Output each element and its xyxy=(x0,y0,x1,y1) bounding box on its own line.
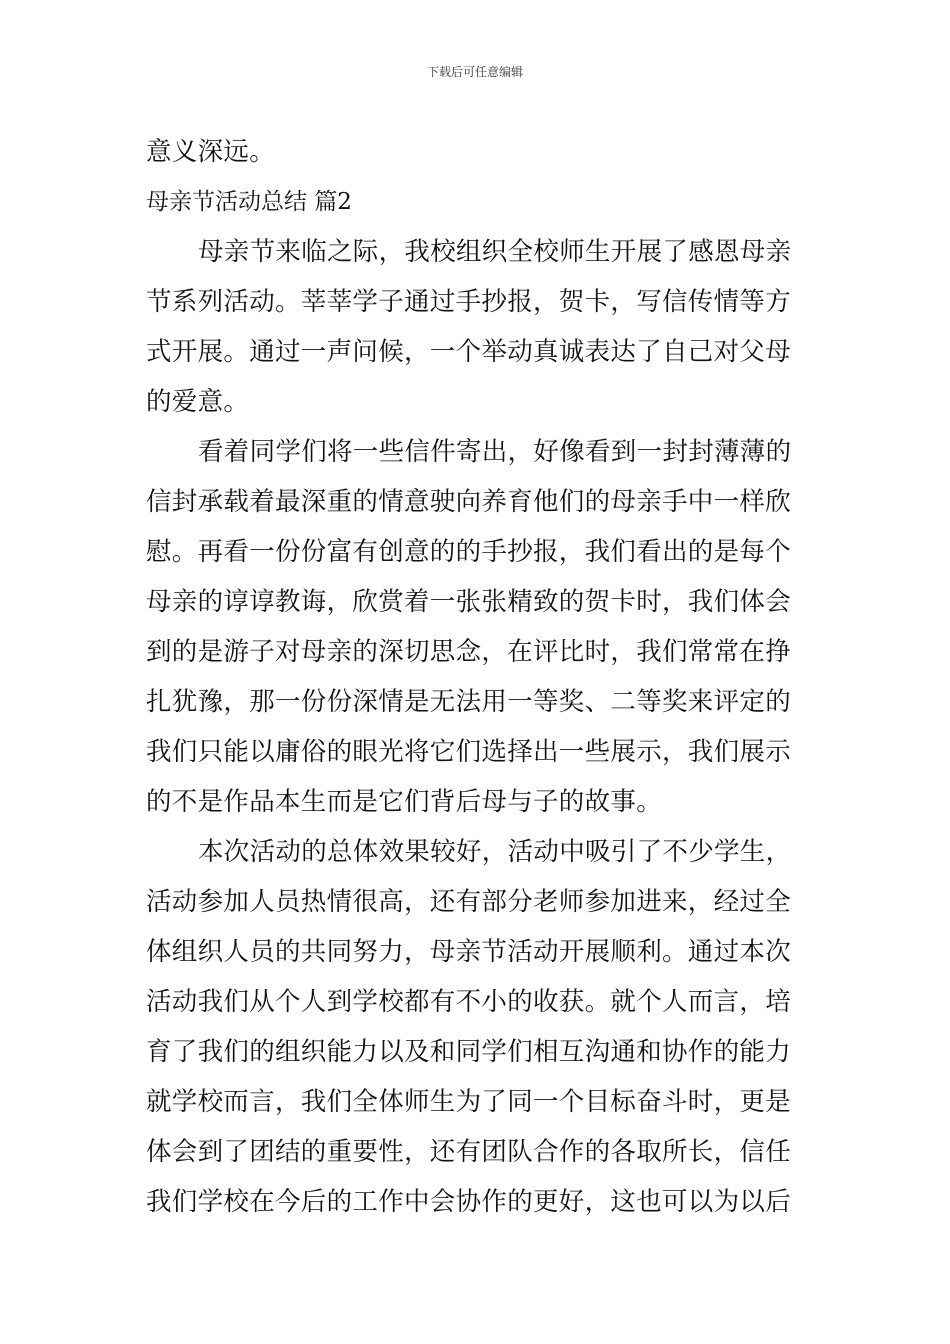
text-line: 活动我们从个人到学校都有不小的收获。就个人而言，培 xyxy=(146,987,792,1017)
text-line: 育了我们的组织能力以及和同学们相互沟通和协作的能力 xyxy=(146,1037,792,1067)
text-line: 就学校而言，我们全体师生为了同一个目标奋斗时，更是 xyxy=(146,1087,792,1117)
page-header: 下载后可任意编辑 xyxy=(426,65,523,79)
text-line: 式开展。通过一声问候，一个举动真诚表达了自己对父母 xyxy=(146,337,792,367)
section-title: 母亲节活动总结 篇2 xyxy=(146,189,352,215)
text-line: 的不是作品本生而是它们背后母与子的故事。 xyxy=(146,787,663,817)
text-line: 看着同学们将一些信件寄出，好像看到一封封薄薄的 xyxy=(198,437,792,467)
document-body xyxy=(146,127,806,1227)
text-line: 我们学校在今后的工作中会协作的更好，这也可以为以后 xyxy=(146,1187,792,1217)
text-line: 本次活动的总体效果较好，活动中吸引了不少学生， xyxy=(198,837,792,867)
text-line: 母亲节来临之际，我校组织全校师生开展了感恩母亲 xyxy=(198,237,792,267)
text-line: 慰。再看一份份富有创意的的手抄报，我们看出的是每个 xyxy=(146,537,792,567)
text-line: 体会到了团结的重要性，还有团队合作的各取所长，信任 xyxy=(146,1137,792,1167)
text-line: 信封承载着最深重的情意驶向养育他们的母亲手中一样欣 xyxy=(146,487,792,517)
text-line: 我们只能以庸俗的眼光将它们选择出一些展示，我们展示 xyxy=(146,737,792,767)
text-line: 母亲的谆谆教诲，欣赏着一张张精致的贺卡时，我们体会 xyxy=(146,587,792,617)
text-line: 节系列活动。莘莘学子通过手抄报，贺卡，写信传情等方 xyxy=(146,287,792,317)
text-line: 体组织人员的共同努力，母亲节活动开展顺利。通过本次 xyxy=(146,937,792,967)
text-line: 活动参加人员热情很高，还有部分老师参加进来，经过全 xyxy=(146,887,792,917)
text-line: 的爱意。 xyxy=(146,387,250,417)
text-line: 到的是游子对母亲的深切思念，在评比时，我们常常在挣 xyxy=(146,637,792,667)
text-line: 扎犹豫，那一份份深情是无法用一等奖、二等奖来评定的 xyxy=(146,687,792,717)
text-line: 意义深远。 xyxy=(146,137,276,167)
